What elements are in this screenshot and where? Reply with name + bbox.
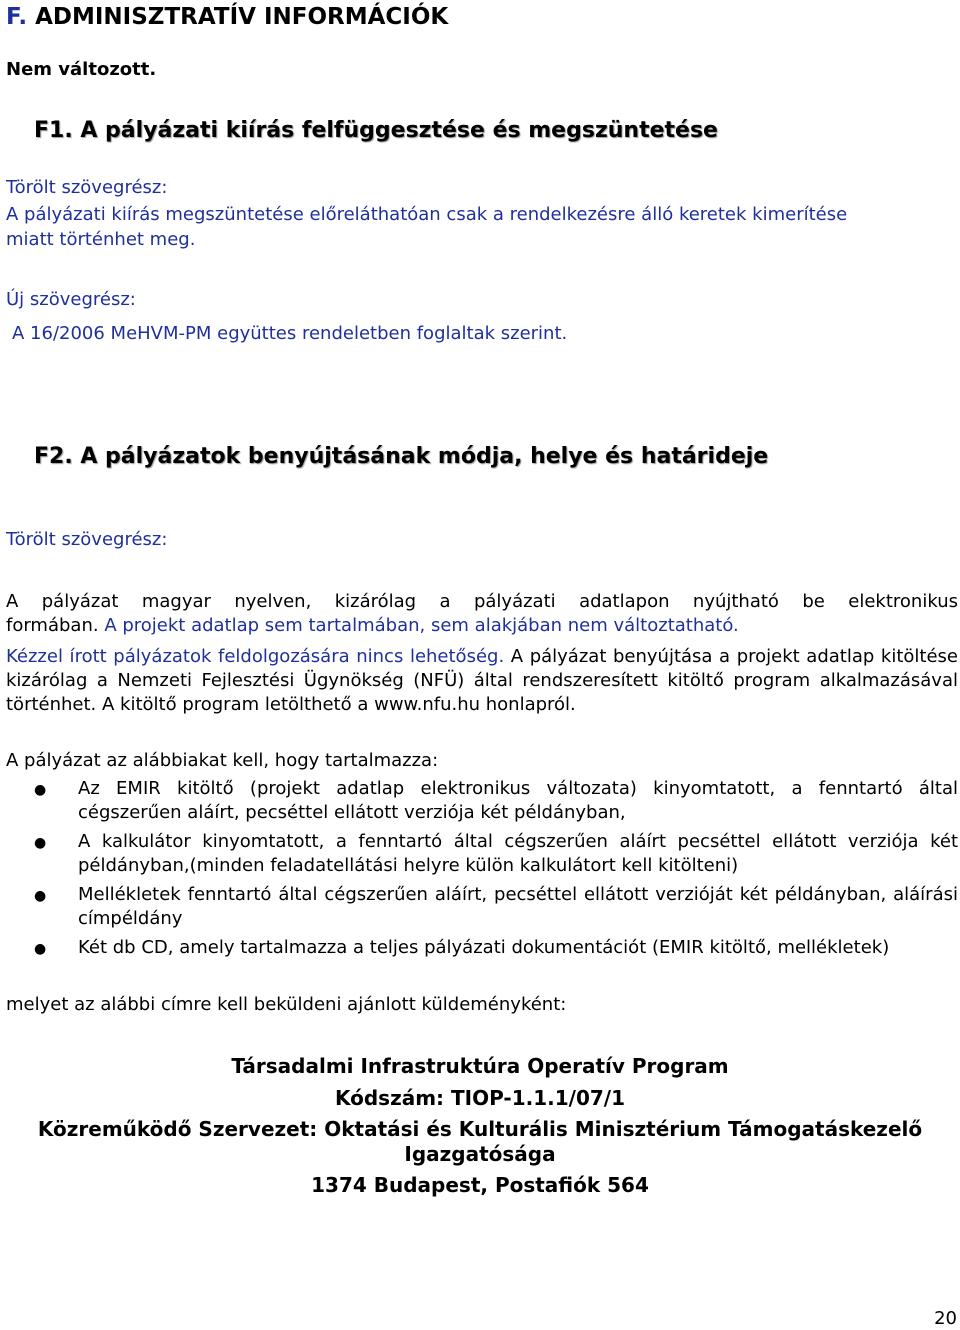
f2-p1-end: formában. xyxy=(6,615,99,636)
f2-title: F2. A pályázatok benyújtásának módja, helye és határideje xyxy=(34,444,769,469)
f2-paragraph-1-line-2 xyxy=(6,614,958,638)
address-line-1: Társadalmi Infrastruktúra Operatív Program xyxy=(231,1054,729,1078)
bullet-icon: ● xyxy=(34,888,47,904)
address-line-2: Kódszám: TIOP-1.1.1/07/1 xyxy=(334,1086,626,1110)
bullet-icon: ● xyxy=(34,941,47,957)
f1-deleted-text-2: miatt történhet meg. xyxy=(6,229,196,250)
f2-paragraph-2 xyxy=(6,645,958,717)
f1-deleted-label: Törölt szövegrész: xyxy=(6,177,168,198)
f2-p2-rest: A pályázat benyújtása a projekt adatlap kitöltése kizárólag a Nemzeti Fejlesztési Ügynökség (NFÜ) által rendszeresített kitöltő program alkalmazásával történhet. A kitöltő program letölthető a www.nfu.hu honlapról. xyxy=(6,646,958,715)
f2-p1-blue: A projekt adatlap sem tartalmában, sem alakjában nem változtatható. xyxy=(98,615,739,636)
address-line-4: Igazgatósága xyxy=(404,1142,556,1166)
f2-deleted-label: Törölt szövegrész: xyxy=(6,529,168,550)
bullet-icon: ● xyxy=(34,782,47,798)
bullet-icon: ● xyxy=(34,835,47,851)
list-item: ● Az EMIR kitöltő (projekt adatlap elektronikus változata) kinyomtatott, a fenntartó által cégszerűen aláírt, pecséttel ellátott verziója két példányban, xyxy=(34,778,958,823)
f2-closing: melyet az alábbi címre kell beküldeni ajánlott küldeményként: xyxy=(6,994,567,1015)
f1-new-text: A 16/2006 MeHVM-PM együttes rendeletben foglaltak szerint. xyxy=(12,323,568,344)
page-number: 20 xyxy=(934,1308,957,1329)
address-line-5: 1374 Budapest, Postafiók 564 xyxy=(311,1173,649,1197)
list-item: ● Két db CD, amely tartalmazza a teljes pályázati dokumentációt (EMIR kitöltő, mellékletek) xyxy=(34,936,958,960)
list-item: ● A kalkulátor kinyomtatott, a fenntartó által cégszerűen aláírt pecséttel ellátott verziója két példányban,(minden feladatellátási helyre külön kalkulátort kell kitölteni) xyxy=(34,831,958,876)
address-line-3: Közreműködő Szervezet: Oktatási és Kulturális Minisztérium Támogatáskezelő xyxy=(37,1117,923,1141)
heading-letter: F. xyxy=(6,4,28,30)
f1-title: F1. A pályázati kiírás felfüggesztése és megszüntetése xyxy=(34,118,718,143)
f2-intro: A pályázat az alábbiakat kell, hogy tartalmazza: xyxy=(6,750,439,771)
list-item: ● Mellékletek fenntartó által cégszerűen aláírt, pecséttel ellátott verzióját két példányban, aláírási címpéldány xyxy=(34,884,958,929)
heading-title: ADMINISZTRATÍV INFORMÁCIÓK xyxy=(35,4,449,30)
f1-new-label: Új szövegrész: xyxy=(6,289,136,310)
requirements-list xyxy=(34,777,958,965)
f1-deleted-text-1: A pályázati kiírás megszüntetése előreláthatóan csak a rendelkezésre álló keretek kimerítése xyxy=(6,204,848,225)
unchanged-note: Nem változott. xyxy=(6,59,157,80)
f2-p2-blue: Kézzel írott pályázatok feldolgozására nincs lehetőség. xyxy=(6,646,505,667)
main-heading xyxy=(6,4,448,30)
f2-paragraph-1-line-1: A pályázat magyar nyelven, kizárólag a pályázati adatlapon nyújtható be elektronikus xyxy=(6,591,958,612)
